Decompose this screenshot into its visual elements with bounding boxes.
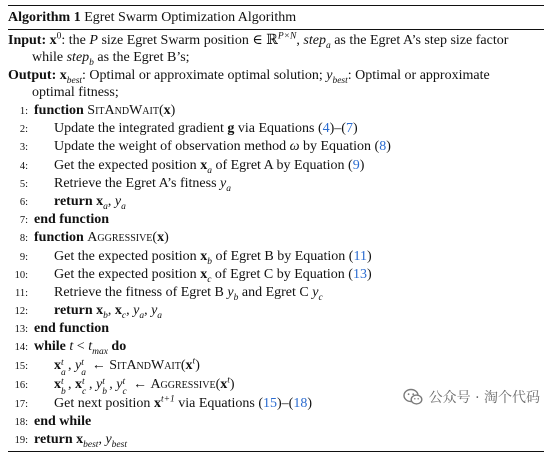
- watermark: [403, 387, 540, 407]
- caption-rule: [8, 29, 544, 30]
- line-number: 3:: [19, 142, 28, 154]
- line-number: 1:: [19, 106, 28, 117]
- line-number: 15:: [14, 360, 28, 372]
- algo-line-9: 9: Get the expected position $x_b$ of Egret B by Equation (11): [8, 248, 544, 266]
- caption-title: Egret Swarm Optimization Algorithm: [84, 10, 297, 25]
- algorithm-box: [8, 5, 544, 452]
- algo-line-10: 10: Get the expected position $x_c$ of Egret C by Equation (13): [8, 266, 544, 284]
- algo-line-15: 15: x t a , y t a ← $SitAndWait(x^t)$: [8, 357, 544, 376]
- input-label: Input:: [8, 33, 47, 48]
- equation-ref-link[interactable]: 11: [353, 248, 367, 264]
- watermark-text: 公众号 · 淘个代码: [428, 390, 540, 406]
- algo-line-4: 4: Get the expected position $x_a$ of Egret A by Equation (9): [8, 157, 544, 175]
- equation-ref-link[interactable]: 13: [352, 266, 367, 282]
- line-number: 17:: [14, 398, 28, 410]
- line-number: 19:: [14, 435, 28, 446]
- algo-line-1: 1: function SitAndWait(x): [8, 102, 544, 120]
- algo-line-16: 16: x t b , x t c , y t b , y t c ← $Aggressive(x^t)$: [8, 376, 544, 395]
- caption-label: Algorithm 1: [8, 10, 81, 25]
- line-number: 9:: [19, 251, 28, 263]
- io-section: [8, 32, 544, 101]
- algo-line-12: 12: return $x_b$, $x_c$, $y_a$, $y_a$: [8, 302, 544, 320]
- algo-line-6: 6: return $x_a$, $y_a$: [8, 193, 544, 211]
- line-number: 11:: [14, 287, 28, 299]
- output-row: Output: $x_{best}$: Optimal or approximate optimal solution; $y_{best}$: Optimal or approximate optimal fitness;: [8, 68, 490, 100]
- algo-line-5: 5: Retrieve the Egret A’s fitness $y_a$: [8, 175, 544, 193]
- algo-line-14: 14: while $t < t_{max}$ do: [8, 338, 544, 356]
- equation-ref-link[interactable]: 9: [352, 157, 360, 173]
- line-number: 18:: [14, 416, 28, 428]
- line-number: 10:: [14, 269, 28, 281]
- algo-line-18: 18: end while: [8, 413, 544, 431]
- equation-ref-link[interactable]: 7: [345, 121, 353, 137]
- line-number: 16:: [14, 379, 28, 391]
- equation-ref-link[interactable]: 8: [379, 139, 387, 155]
- algo-line-17: 17: Get next position $x^{t+1}$ via Equations (15)–(18): [8, 395, 544, 413]
- line-number: 2:: [19, 124, 28, 136]
- line-number: 13:: [14, 324, 28, 336]
- equation-ref-link[interactable]: 15: [263, 395, 278, 411]
- equation-ref-link[interactable]: 18: [293, 395, 308, 411]
- input-row: Input: $x^0$: the P size Egret Swarm position ∈ ℝ$^{P\times N}$, step$_a$ as the Egret A’s step size factor while step$_b$ as the Egret B’s;: [8, 31, 509, 68]
- line-number: 14:: [14, 342, 28, 354]
- line-number: 8:: [19, 233, 28, 245]
- line-number: 5:: [19, 178, 28, 190]
- algo-line-3: 3: Update the weight of observation method ω by Equation (8): [8, 138, 544, 156]
- algorithm-caption: [8, 6, 544, 29]
- algo-line-19: 19: return $x_{best}$, $y_{best}$: [8, 431, 544, 449]
- algo-line-13: 13: end function: [8, 320, 544, 338]
- wechat-icon: [403, 388, 423, 406]
- line-number: 6:: [19, 196, 28, 208]
- algo-line-11: 11: Retrieve the fitness of Egret B $y_b$ and Egret C $y_c$: [8, 284, 544, 302]
- line-number: 12:: [14, 306, 28, 318]
- line-number: 7:: [19, 215, 28, 227]
- equation-ref-link[interactable]: 4: [322, 121, 330, 137]
- algo-line-7: 7: end function: [8, 211, 544, 229]
- algo-line-8: 8: function Aggressive(x): [8, 229, 544, 247]
- output-label: Output:: [8, 68, 57, 83]
- algo-line-2: 2: Update the integrated gradient g via Equations (4)–(7): [8, 120, 544, 138]
- line-number: 4:: [19, 160, 28, 172]
